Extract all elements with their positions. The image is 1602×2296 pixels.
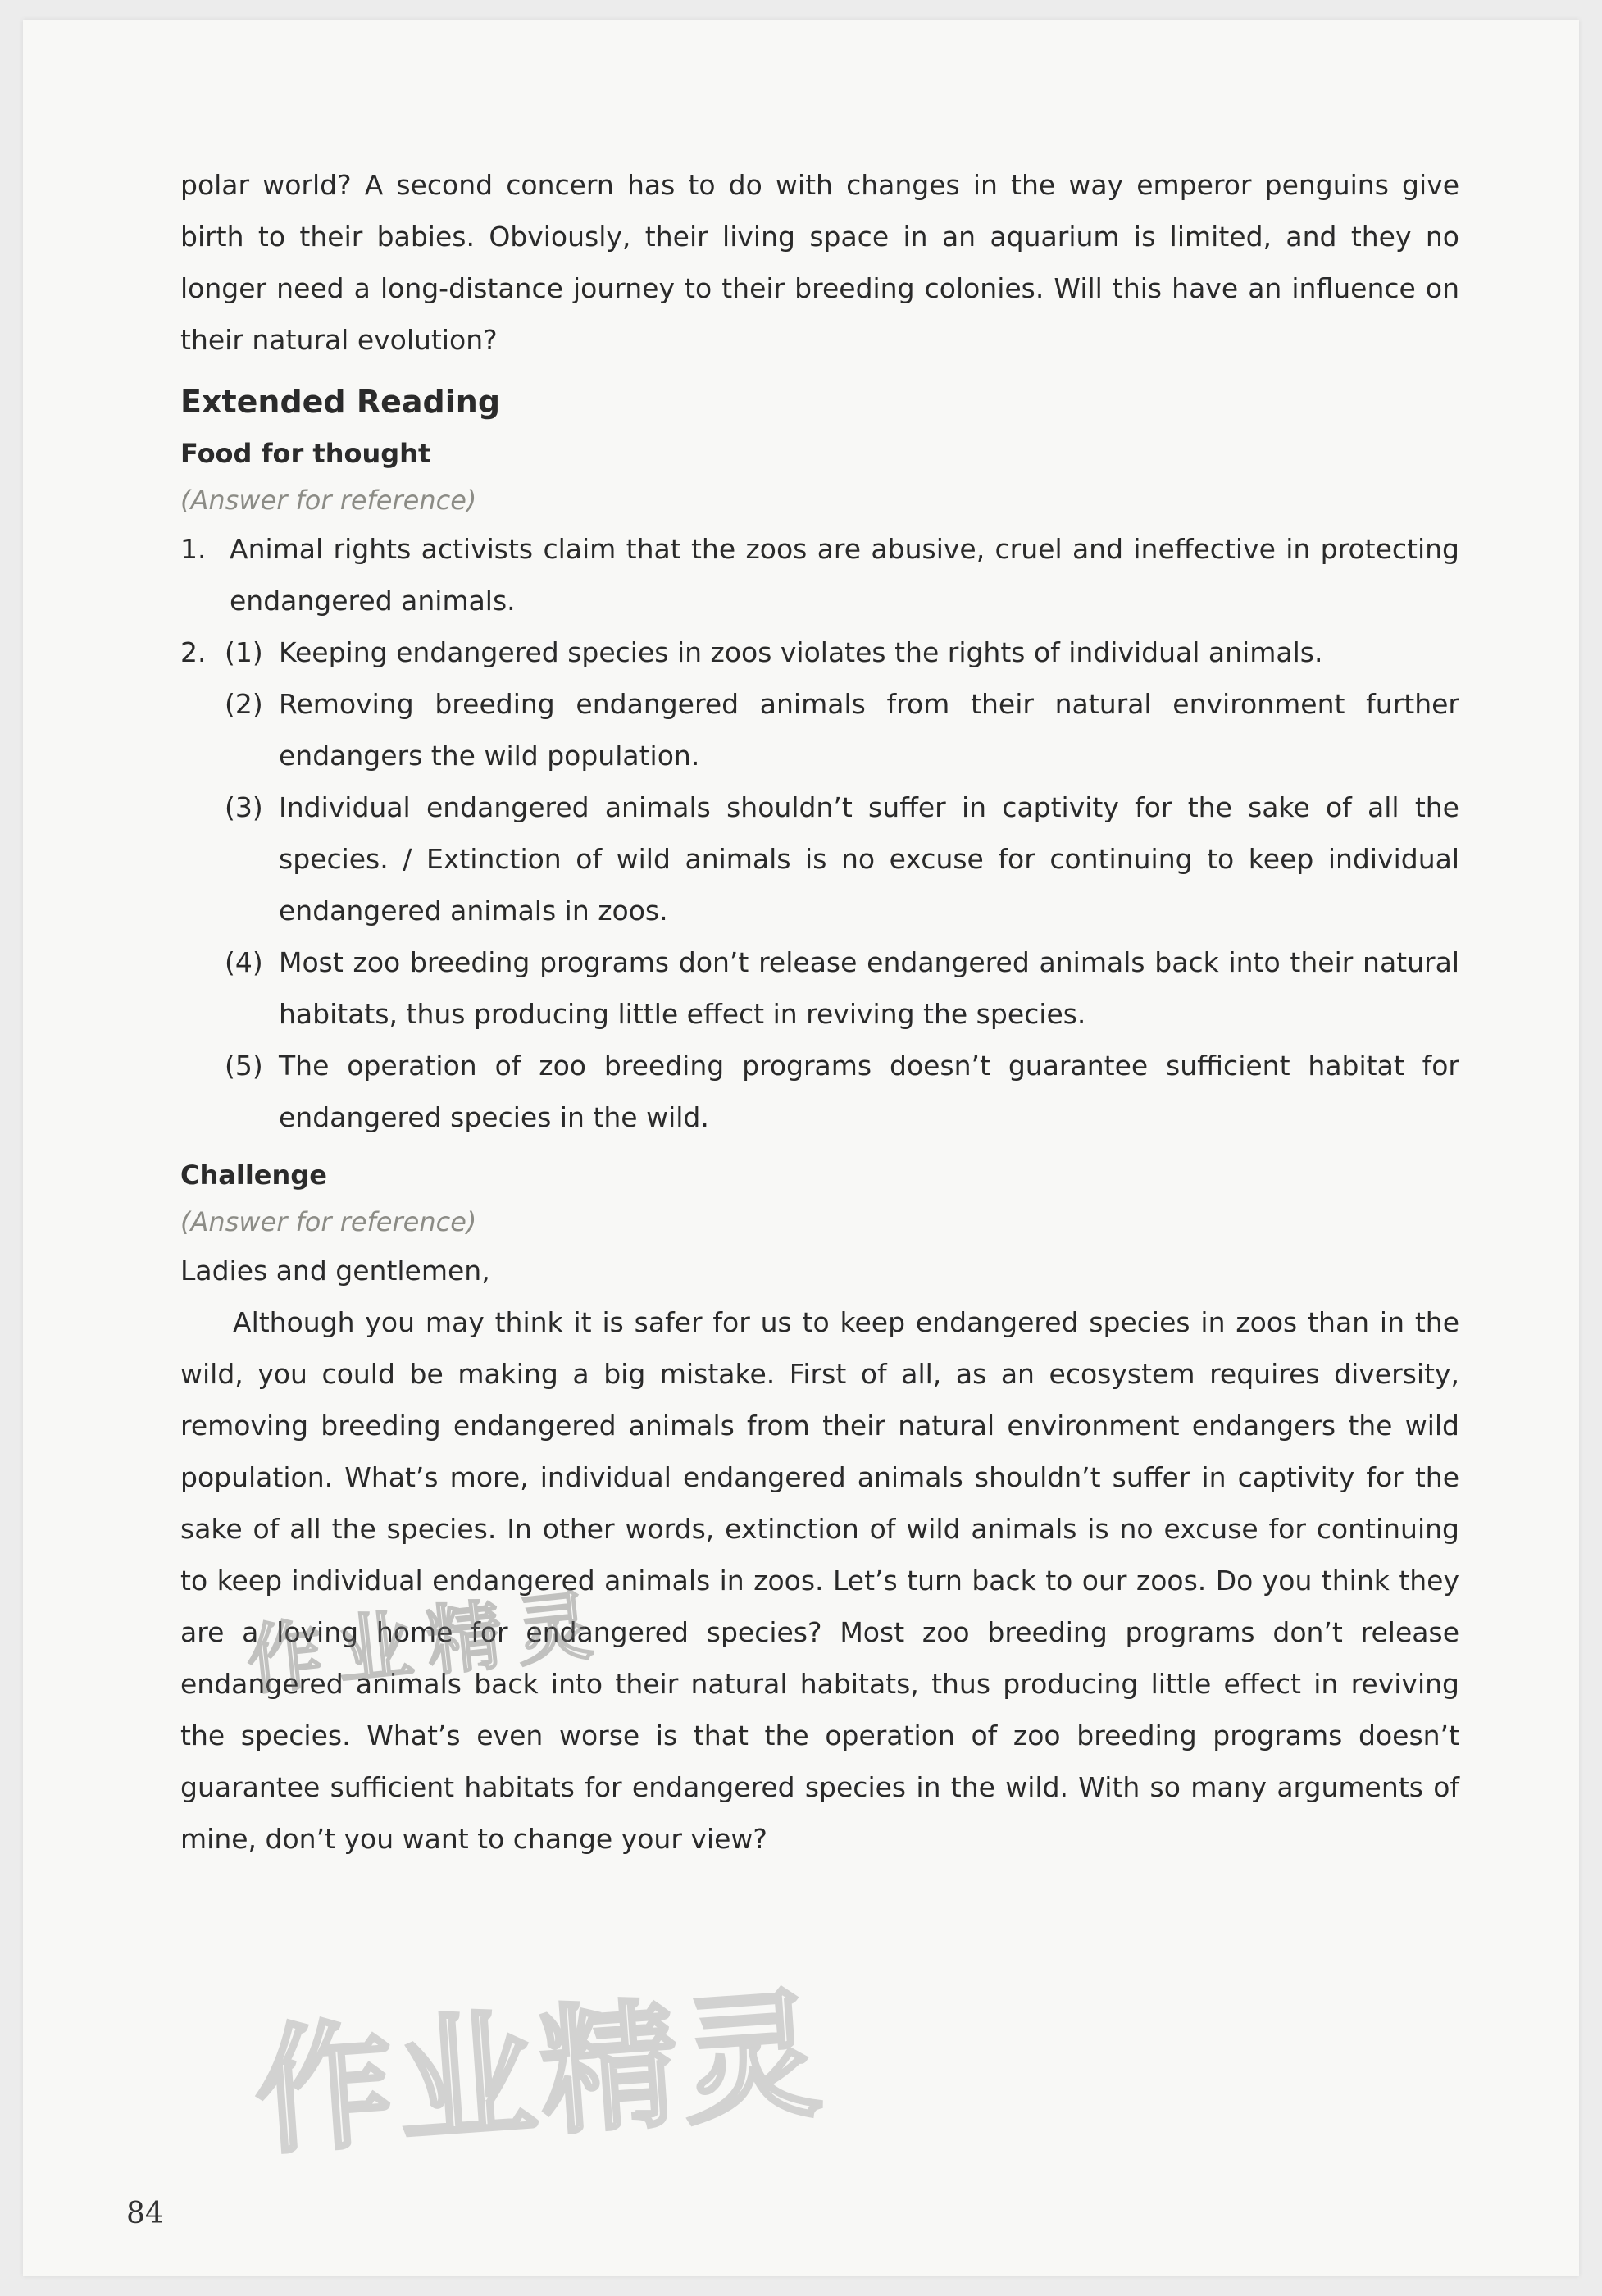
subitem-number: (4) — [225, 946, 263, 978]
reference-note: (Answer for reference) — [180, 485, 477, 516]
subitem-number: (2) — [225, 688, 263, 720]
subitem-text: Removing breeding endangered animals from their natural environment further endangers the wild population. — [279, 688, 1459, 772]
subsection-title-challenge: Challenge — [180, 1159, 327, 1191]
page-content — [180, 159, 1459, 1865]
answer-item-2-2 — [180, 678, 1459, 781]
subitem-text: Keeping endangered species in zoos violates the rights of individual animals. — [279, 636, 1323, 668]
subitem-number: (5) — [225, 1050, 263, 1082]
page-sheet — [23, 20, 1579, 2276]
intro-paragraph: polar world? A second concern has to do with changes in the way emperor penguins give birth to their babies. Obviously, their living space in an aquarium is limited, and they no longer need a long-distance journey to their breeding colonies. Will this have an influence on their natural evolution? — [180, 169, 1459, 356]
subitem-text: Individual endangered animals shouldn’t suffer in captivity for the sake of all the species. / Extinction of wild animals is no excuse for continuing to keep individual endangered animals in zoos. — [279, 791, 1459, 927]
speech-body: Although you may think it is safer for us to keep endangered species in zoos than in the wild, you could be making a big mistake. First of all, as an ecosystem requires diversity, removing breeding endangered animals from their natural environment endangers the wild population. What’s more, individual endangered animals shouldn’t suffer in captivity for the sake of all the species. In other words, extinction of wild animals is no excuse for continuing to keep individual endangered animals in zoos. Let’s turn back to our zoos. Do you think they are a loving home for endangered species? Most zoo breeding programs don’t release endangered animals back into their natural habitats, thus producing little effect in reviving the species. What’s even worse is that the operation of zoo breeding programs doesn’t guarantee sufficient habitats for endangered species in the wild. With so many arguments of mine, don’t you want to change your view? — [180, 1306, 1459, 1855]
speech-salutation: Ladies and gentlemen, — [180, 1255, 490, 1287]
section-title-extended-reading: Extended Reading — [180, 384, 501, 420]
page-number: 84 — [126, 2197, 164, 2230]
answer-item-2-1 — [180, 626, 1459, 678]
reference-note: (Answer for reference) — [180, 1206, 477, 1237]
subitem-text: The operation of zoo breeding programs doesn’t guarantee sufficient habitat for endangered species in the wild. — [279, 1050, 1459, 1133]
subitem-number: (3) — [225, 791, 263, 823]
item-number: 2. — [180, 636, 207, 668]
item-number: 1. — [180, 533, 207, 565]
subsection-title-food-for-thought: Food for thought — [180, 438, 431, 469]
item-text: Animal rights activists claim that the zoos are abusive, cruel and ineffective in protecting endangered animals. — [230, 533, 1459, 617]
answer-item-1 — [180, 523, 1459, 626]
subitem-text: Most zoo breeding programs don’t release endangered animals back into their natural habitats, thus producing little effect in reviving the species. — [279, 946, 1459, 1030]
answer-item-2-4 — [180, 936, 1459, 1040]
answer-item-2-5 — [180, 1040, 1459, 1143]
subitem-number: (1) — [225, 636, 263, 668]
answer-item-2-3 — [180, 781, 1459, 936]
